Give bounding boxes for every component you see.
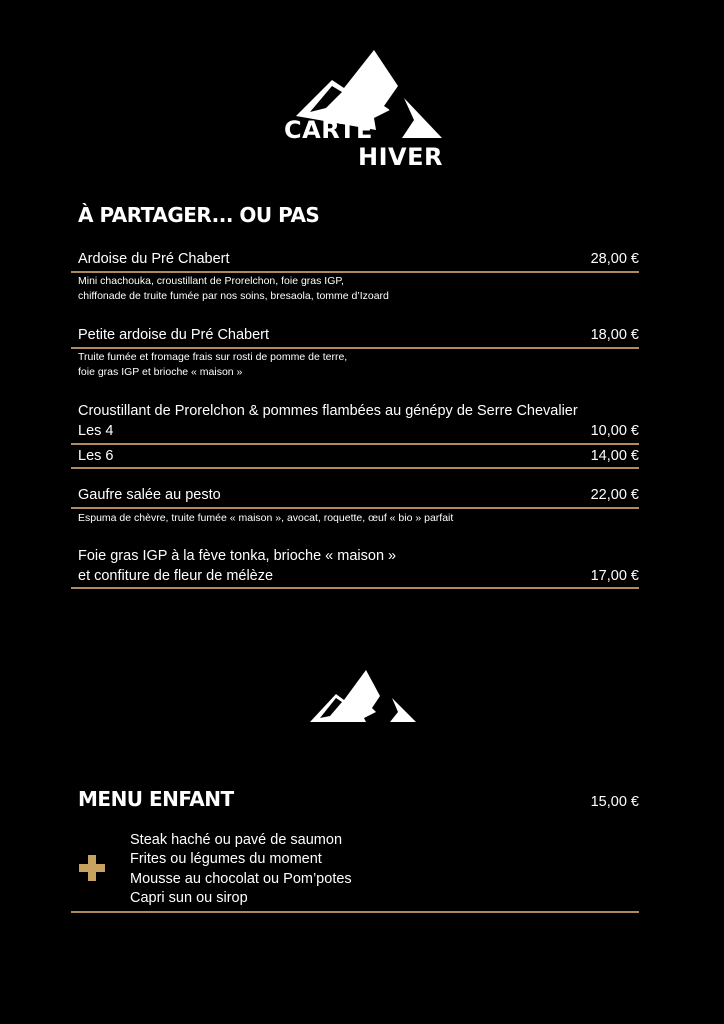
mountain-icon: [306, 668, 418, 731]
menu-item: [78, 446, 639, 466]
desc-line: Mini chachouka, croustillant de Prorelchon, foie gras IGP,: [78, 275, 344, 287]
item-description: [78, 274, 639, 304]
divider-line: [71, 443, 639, 445]
desc-line: Truite fumée et fromage frais sur rosti de pomme de terre,: [78, 351, 348, 363]
divider-line: [71, 467, 639, 469]
logo-line-2: HIVER: [358, 143, 443, 171]
list-item: Frites ou légumes du moment: [130, 851, 322, 868]
item-name: Gaufre salée au pesto: [78, 487, 221, 503]
divider-line: [71, 347, 639, 349]
menu-item: [78, 485, 639, 505]
item-price: 17,00 €: [590, 568, 639, 584]
menu-item: [78, 249, 639, 269]
kids-price-row: [78, 792, 639, 812]
item-price: 28,00 €: [590, 251, 639, 267]
item-description: [78, 511, 639, 526]
item-description: [78, 350, 639, 380]
divider-line: [71, 507, 639, 509]
item-price: 10,00 €: [590, 423, 639, 439]
desc-line: chiffonade de truite fumée par nos soins, bresaola, tomme d’Izoard: [78, 290, 389, 302]
kids-price: 15,00 €: [590, 794, 639, 810]
divider-line: [71, 271, 639, 273]
divider-line: [71, 587, 639, 589]
desc-line: foie gras IGP et brioche « maison »: [78, 366, 243, 378]
logo-line-1: CARTE: [284, 116, 373, 144]
divider-line: [71, 911, 639, 913]
item-name: et confiture de fleur de mélèze: [78, 568, 274, 584]
list-item: Steak haché ou pavé de saumon: [130, 832, 343, 848]
plus-icon: [79, 855, 105, 881]
item-name: Croustillant de Prorelchon & pommes flambées au génépy de Serre Chevalier: [78, 403, 578, 419]
menu-item: [78, 401, 639, 441]
menu-item: [78, 546, 639, 586]
item-name: Foie gras IGP à la fève tonka, brioche « maison »: [78, 548, 397, 564]
item-variant: Les 6: [78, 448, 114, 464]
item-name: Petite ardoise du Pré Chabert: [78, 327, 270, 343]
desc-line: Espuma de chèvre, truite fumée « maison », avocat, roquette, œuf « bio » parfait: [78, 512, 454, 524]
item-variant: Les 4: [78, 423, 114, 439]
kids-menu-list: [130, 831, 352, 908]
item-price: 18,00 €: [590, 327, 639, 343]
list-item: Capri sun ou sirop: [130, 889, 248, 906]
menu-item: [78, 325, 639, 345]
item-price: 22,00 €: [590, 487, 639, 503]
carte-hiver-logo: [284, 46, 450, 170]
section-title-sharing: À PARTAGER... OU PAS: [78, 203, 320, 227]
item-price: 14,00 €: [590, 448, 639, 464]
section-title-kids: MENU ENFANT: [78, 787, 234, 811]
list-item: Mousse au chocolat ou Pom’potes: [130, 870, 352, 887]
item-name: Ardoise du Pré Chabert: [78, 251, 230, 267]
